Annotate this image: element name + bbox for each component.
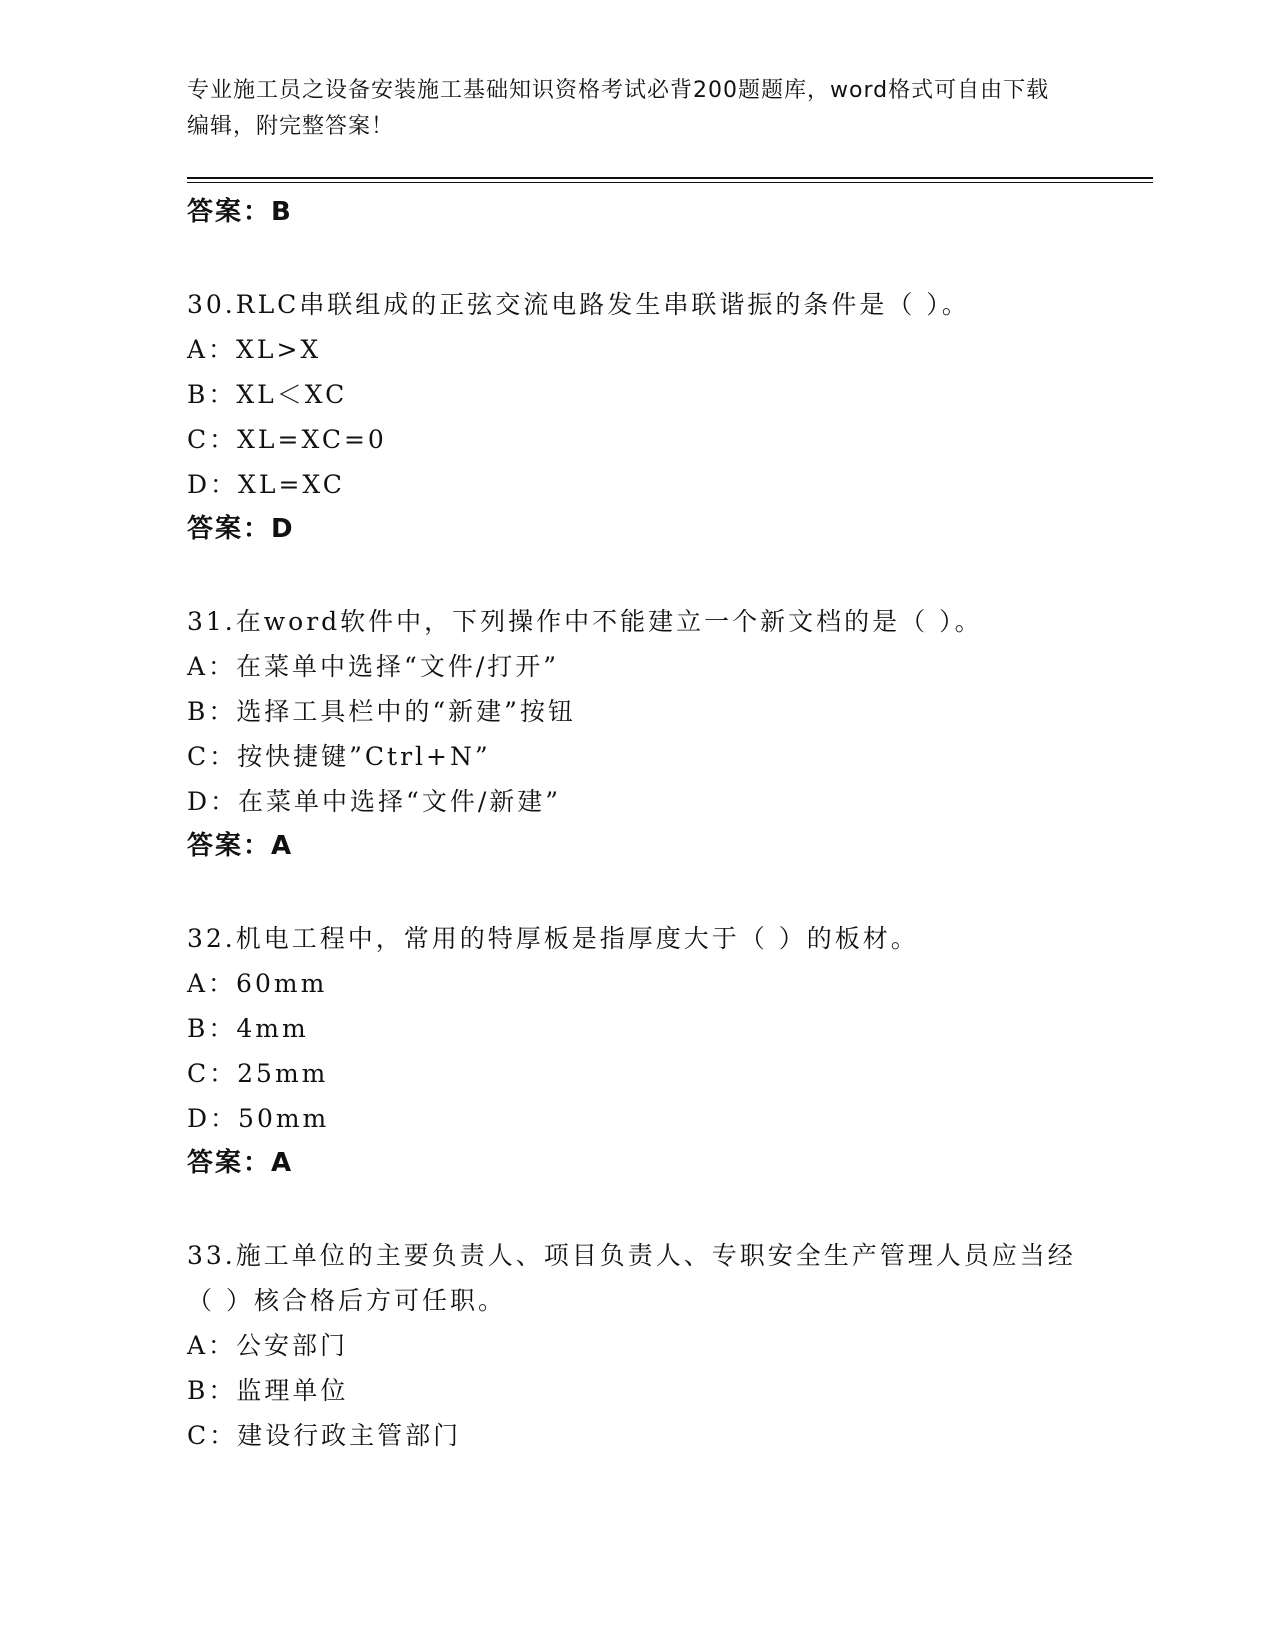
question-block	[187, 916, 1087, 1186]
option-d: D：在菜单中选择“文件/新建”	[187, 787, 562, 816]
question-block	[187, 599, 1087, 869]
option-a: A：在菜单中选择“文件/打开”	[187, 652, 560, 681]
option-d: D：XL=XC	[187, 470, 345, 499]
option-b: B：XL＜XC	[187, 380, 348, 409]
answer-line: 答案：A	[187, 831, 294, 861]
header-divider-thin	[187, 182, 1153, 183]
answer-line: 答案：A	[187, 1148, 294, 1178]
question-block	[187, 1233, 1087, 1458]
question-text: 31.在word软件中，下列操作中不能建立一个新文档的是（ ）。	[187, 607, 983, 636]
answer-line: 答案：D	[187, 514, 295, 544]
option-b: B：选择工具栏中的“新建”按钮	[187, 697, 576, 726]
option-c: C：XL=XC=0	[187, 425, 387, 454]
option-a: A：公安部门	[187, 1331, 349, 1360]
option-a: A：60mm	[187, 969, 328, 998]
question-text: 33.施工单位的主要负责人、项目负责人、专职安全生产管理人员应当经（ ）核合格后方可任职。	[187, 1241, 1076, 1315]
question-list	[187, 190, 1087, 1458]
option-c: C：按快捷键”Ctrl+N”	[187, 742, 491, 771]
header-divider	[187, 177, 1153, 179]
option-b: B：监理单位	[187, 1376, 349, 1405]
option-a: A：XL>X	[187, 335, 322, 364]
question-block	[187, 282, 1087, 552]
answer-line: 答案：B	[187, 197, 293, 227]
option-b: B：4mm	[187, 1014, 309, 1043]
option-c: C：25mm	[187, 1059, 329, 1088]
option-c: C：建设行政主管部门	[187, 1421, 462, 1450]
page-header-text: 专业施工员之设备安装施工基础知识资格考试必背200题题库，word格式可自由下载编辑，附完整答案！	[187, 78, 1050, 139]
question-text: 32.机电工程中，常用的特厚板是指厚度大于（ ）的板材。	[187, 924, 919, 953]
question-text: 30.RLC串联组成的正弦交流电路发生串联谐振的条件是（ ）。	[187, 290, 970, 319]
option-d: D：50mm	[187, 1104, 330, 1133]
